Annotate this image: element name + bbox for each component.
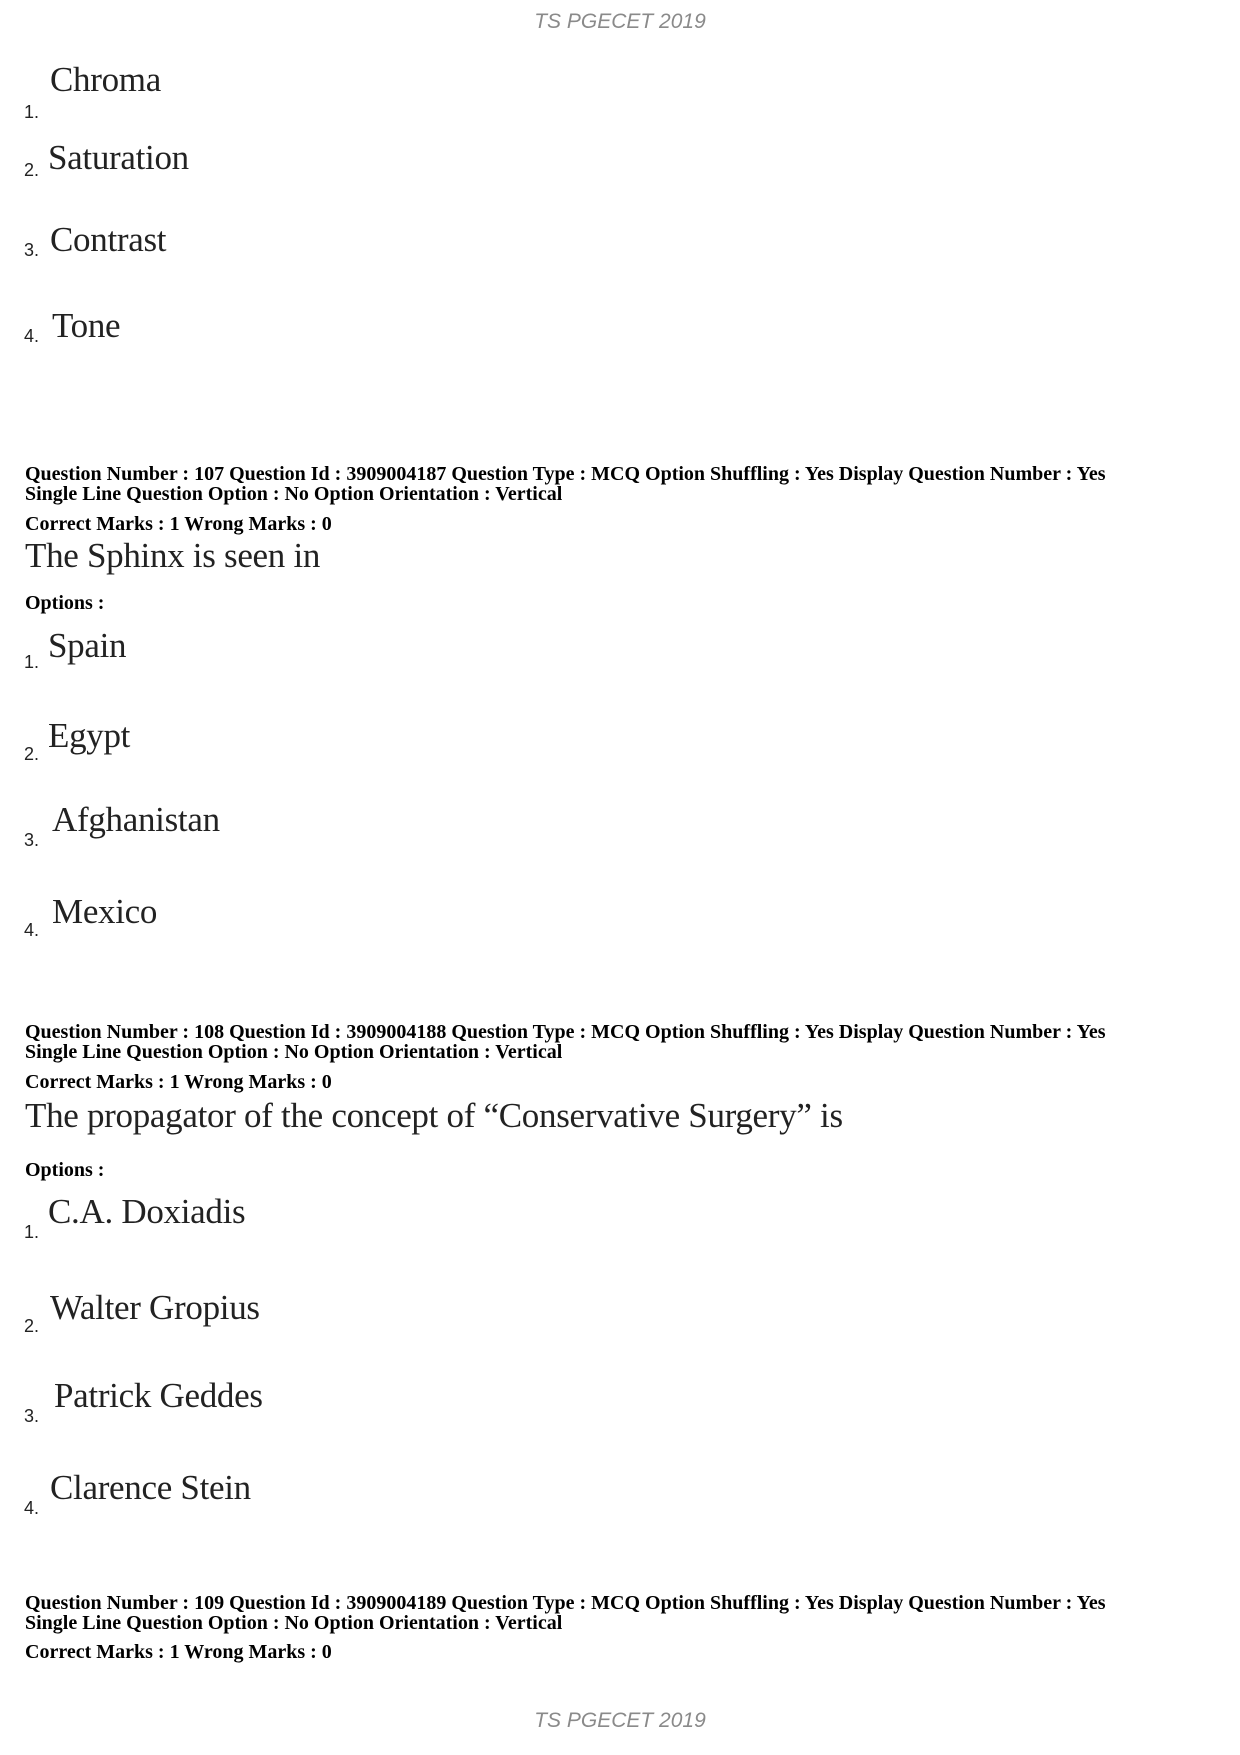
option-text: Contrast [50, 220, 167, 259]
question-meta-line1: Question Number : 109 Question Id : 3909004189 Question Type : MCQ Option Shuffling : Yes Display Question Number : Yes [25, 1592, 1106, 1614]
option-text: Spain [48, 626, 127, 665]
option-number: 3. [24, 240, 40, 260]
option-number: 2. [24, 1316, 40, 1336]
option-number: 3. [24, 1406, 40, 1426]
option-number: 1. [24, 102, 40, 122]
question-marks: Correct Marks : 1 Wrong Marks : 0 [25, 513, 332, 535]
option-text: C.A. Doxiadis [48, 1192, 246, 1231]
option-text: Egypt [48, 716, 131, 755]
option-text: Mexico [52, 892, 158, 931]
page-header: TS PGECET 2019 [534, 10, 706, 33]
page-footer: TS PGECET 2019 [534, 1709, 706, 1732]
option-text: Chroma [50, 60, 161, 99]
options-label: Options : [25, 592, 105, 614]
option-text: Walter Gropius [50, 1288, 260, 1327]
option-number: 1. [24, 1222, 40, 1242]
option-text: Tone [52, 306, 121, 345]
question-text: The propagator of the concept of “Conservative Surgery” is [25, 1096, 843, 1135]
question-meta-line1: Question Number : 108 Question Id : 3909004188 Question Type : MCQ Option Shuffling : Yes Display Question Number : Yes [25, 1021, 1106, 1043]
option-number: 4. [24, 1498, 40, 1518]
question-marks: Correct Marks : 1 Wrong Marks : 0 [25, 1641, 332, 1663]
option-number: 2. [24, 744, 40, 764]
option-text: Saturation [48, 138, 189, 177]
question-meta-line2: Single Line Question Option : No Option Orientation : Vertical [25, 483, 563, 505]
option-text: Patrick Geddes [54, 1376, 263, 1415]
option-number: 3. [24, 830, 40, 850]
option-text: Afghanistan [52, 800, 220, 839]
question-meta-line2: Single Line Question Option : No Option Orientation : Vertical [25, 1041, 563, 1063]
option-text: Clarence Stein [50, 1468, 251, 1507]
option-number: 4. [24, 920, 40, 940]
question-meta-line1: Question Number : 107 Question Id : 3909004187 Question Type : MCQ Option Shuffling : Yes Display Question Number : Yes [25, 463, 1106, 485]
question-meta-line2: Single Line Question Option : No Option Orientation : Vertical [25, 1612, 563, 1634]
question-text: The Sphinx is seen in [25, 536, 321, 575]
options-label: Options : [25, 1159, 105, 1181]
option-number: 4. [24, 326, 40, 346]
question-marks: Correct Marks : 1 Wrong Marks : 0 [25, 1071, 332, 1093]
option-number: 2. [24, 160, 40, 180]
option-number: 1. [24, 652, 40, 672]
